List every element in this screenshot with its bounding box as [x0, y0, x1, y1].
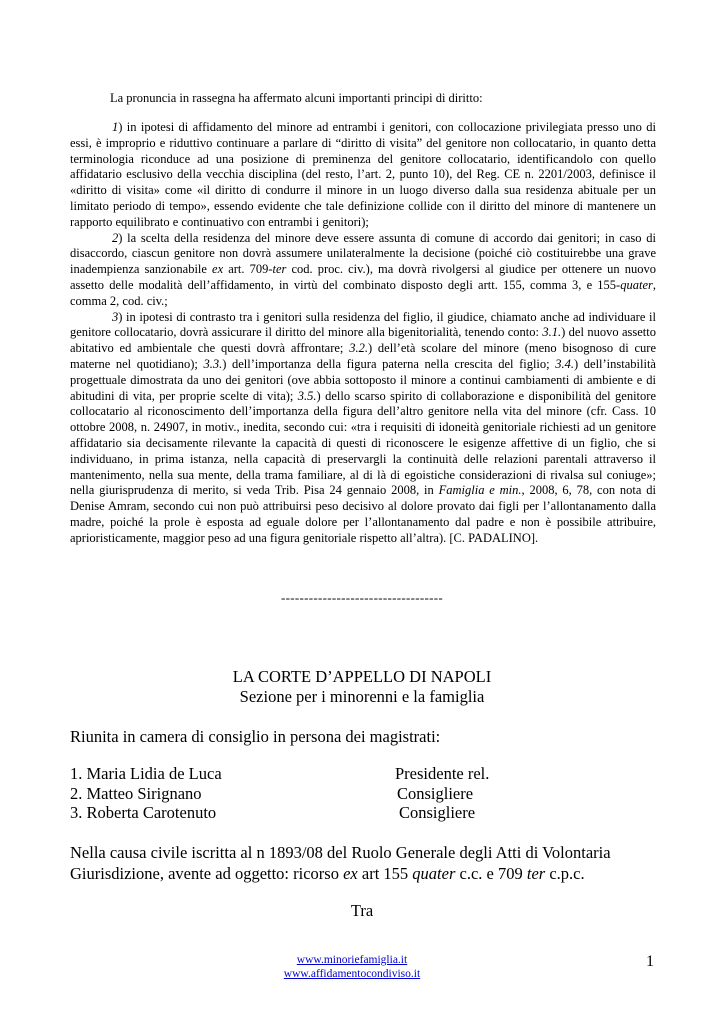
principle-1-number: 1 [112, 120, 119, 134]
principle-2: 2) la scelta della residenza del minore deve essere assunta di comune di accordo dai genitori; in caso di disaccordo, ciascun genitore non dovrà assumere unilateralmente la decisione (poiché ciò costituirebbe una grave inadempienza sanzionabile ex art. 709-ter cod. proc. civ.), ma dovrà rivolgersi al giudice per ottenere un nuovo assetto delle modalità dell’affidamento, in virtù del combinato disposto degli artt. 155, comma 3, e 155-quater, comma 2, cod. civ.; [70, 230, 656, 308]
journal-title: Famiglia e min. [438, 483, 522, 498]
principle-2-number: 2 [112, 230, 119, 245]
principle-1: 1) in ipotesi di affidamento del minore ad entrambi i genitori, con collocazione privilegiata presso uno di essi, è improprio e riduttivo continuare a parlare di “diritto di visita” del genitore non collocatario, in quanto detta terminologia riconduce ad una posizione di preminenza del genitore collocatario, identificandolo con quello affidatario esclusivo della vecchia disciplina (del resto, l’art. 2, punto 10), del Reg. CE n. 2201/2003, definisce il «diritto di visita» come «il diritto di condurre il minore in un luogo diverso dalla sua residenza abituale per un limitato periodo di tempo», essendo evidente che tale definizione collide con il diritto del minore di mantenere un rapporto equilibrato e continuativo con entrambi i genitori); [70, 120, 656, 229]
page-number: 1 [646, 953, 654, 970]
judge-role: Consigliere [397, 784, 474, 803]
judge-name: 2. Matteo Sirignano [70, 784, 202, 803]
footer [0, 953, 704, 981]
judge-role: Consigliere [399, 803, 476, 822]
riunita-line: Riunita in camera di consiglio in persona dei magistrati: [70, 727, 441, 746]
case-description: Nella causa civile iscritta al n 1893/08 del Ruolo Generale degli Atti di Volontaria Giurisdizione, avente ad oggetto: ricorso ex art 155 quater c.c. e 709 ter c.p.c. [70, 843, 611, 883]
court-name: LA CORTE D’APPELLO DI NAPOLI [232, 667, 492, 686]
intro-line: La pronuncia in rassegna ha affermato alcuni importanti principi di diritto: [110, 91, 483, 105]
court-section: Sezione per i minorenni e la famiglia [239, 687, 485, 706]
judge-name: 3. Roberta Carotenuto [70, 803, 217, 822]
judge-role: Presidente rel. [395, 764, 490, 783]
principle-3-number: 3 [112, 309, 119, 324]
principles-body [70, 120, 656, 547]
tra-label: Tra [350, 901, 374, 920]
judge-name: 1. Maria Lidia de Luca [70, 764, 222, 783]
footer-link-minoriefamiglia[interactable]: www.minoriefamiglia.it [296, 954, 408, 966]
section-separator: ----------------------------------- [280, 590, 444, 605]
principle-3: 3) in ipotesi di contrasto tra i genitori sulla residenza del figlio, il giudice, chiamato anche ad individuare il genitore collocatario, dovrà assicurare il diritto del minore alla bigenitorialità, tenendo conto: 3.1.) del nuovo assetto abitativo ed ambientale che questi dovrà affrontare; 3.2.) dell’età scolare del minore (meno bisognoso di cure materne nel quotidiano); 3.3.) dell’importanza della figura paterna nella crescita del figlio; 3.4.) dell’instabilità progettuale dimostrata da uno dei genitori (ove abbia sottoposto il minore a continui cambiamenti di ambiente e di abitudini di vita, per proprie scelte di vita); 3.5.) dello scarso spirito di collaborazione e disponibilità del genitore collocatario al riconoscimento dell’importanza della figura dell’altro genitore nella vita del minore (cfr. Cass. 10 ottobre 2008, n. 24907, in motiv., inedita, secondo cui: «tra i requisiti di idoneità genitoriale richiesti ad un genitore affidatario sia decisamente rilevante la capacità di questi di riconoscere le esigenze affettive di un figlio, che si individuano, in prima istanza, nella capacità di preservargli la continuità delle relazioni parentali attraverso il mantenimento, nella sua mente, della trama familiare, al di là di egoistiche considerazioni di rivalsa sul coniuge»; nella giurisprudenza di merito, si veda Trib. Pisa 24 gennaio 2008, in Famiglia e min., 2008, 6, 78, con nota di Denise Amram, secondo cui non può attribuirsi peso decisivo al dolore provato dai figli per l’allontanamento dalla madre, poiché la prole è esposta ad eguale dolore per l’allontanamento dal padre e non è possibile attribuire, aprioristicamente, maggior peso ad una figura genitoriale rispetto all’altra). [C. PADALINO]. [70, 309, 656, 545]
footer-link-affidamentocondiviso[interactable]: www.affidamentocondiviso.it [283, 968, 421, 980]
